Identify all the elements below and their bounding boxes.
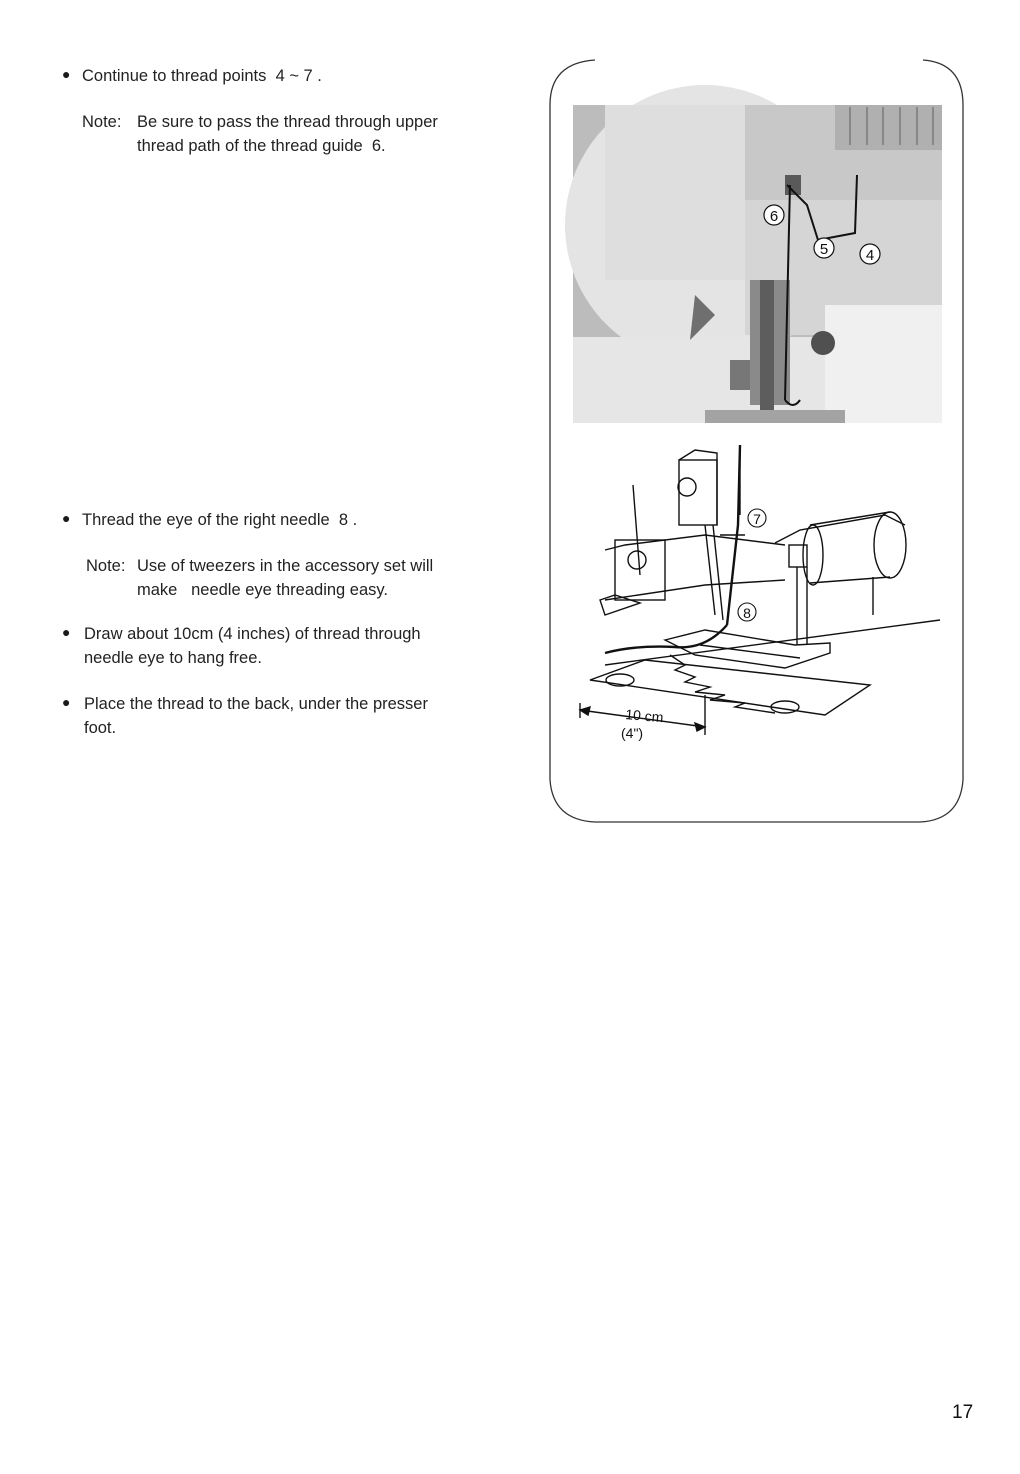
bullet-dot: ● <box>62 510 71 526</box>
callout-label: 7 <box>753 511 761 527</box>
page-number: 17 <box>952 1402 974 1423</box>
machine-photo <box>565 85 942 423</box>
frame-corner <box>550 60 595 105</box>
callout-label: 4 <box>865 247 875 264</box>
bullet-dot: ● <box>62 66 71 82</box>
measurement-cm-label: 10 cm <box>624 706 665 726</box>
note-label: Note: <box>86 557 126 575</box>
callout-label: 5 <box>819 241 829 258</box>
instruction-place-thread-line: Place the thread to the back, under the presser <box>84 695 428 713</box>
illustration-panel <box>545 55 970 830</box>
note-text-line: Use of tweezers in the accessory set will <box>137 557 434 575</box>
instruction-continue-threading: Continue to thread points 4 ~ 7 . <box>82 67 322 85</box>
instruction-place-thread-line: foot. <box>84 719 117 737</box>
callout-label: 6 <box>769 208 779 225</box>
callout-marker <box>814 238 834 258</box>
note-text-line: thread path of the thread guide 6. <box>137 137 386 155</box>
frame-corner <box>923 60 963 105</box>
note-text-line: make needle eye threading easy. <box>137 581 389 599</box>
note-text-line: Be sure to pass the thread through upper <box>137 113 438 131</box>
callout-marker <box>748 509 766 527</box>
instruction-draw-thread-line: Draw about 10cm (4 inches) of thread through <box>84 625 421 643</box>
note-label: Note: <box>82 113 122 131</box>
callout-marker <box>738 603 756 621</box>
bullet-dot: ● <box>62 694 71 710</box>
callout-label: 8 <box>743 605 751 621</box>
measurement-inch-label: (4") <box>621 725 644 741</box>
callout-marker <box>764 205 784 225</box>
needle-threading-drawing <box>580 445 940 735</box>
callout-marker <box>860 244 880 264</box>
instruction-thread-needle-eye: Thread the eye of the right needle 8 . <box>82 511 358 529</box>
frame-bottom-edge <box>550 780 963 822</box>
instruction-draw-thread-line: needle eye to hang free. <box>84 649 262 667</box>
bullet-dot: ● <box>62 624 71 640</box>
